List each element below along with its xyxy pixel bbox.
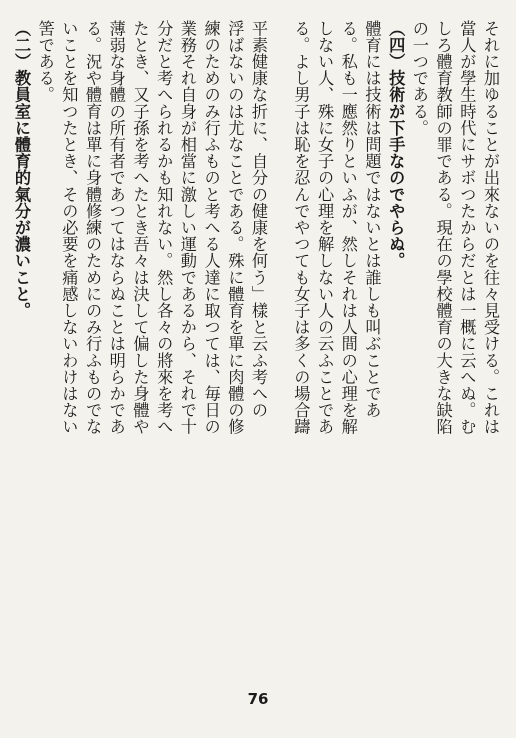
left-text-column bbox=[10, 20, 270, 670]
text-line: 浮ばないのは尤なことである。殊に體育を單に肉體の修 bbox=[225, 20, 245, 435]
text-line: いことを知つたとき、その必要を痛感しないわけはない bbox=[59, 20, 79, 435]
text-line: 練のためのみ行ふものと考へる人達に取つては、毎日の bbox=[201, 20, 221, 435]
text-line: 筈である。 bbox=[35, 20, 55, 103]
text-line: 平素健康な折に、自分の健康を何う」樣と云ふ考への bbox=[249, 20, 268, 419]
text-line: る。よし男子は恥を忍んでやつても女子は多くの場合躊 bbox=[291, 20, 311, 435]
text-line: それに加ゆることが出來ないのを往々見受ける。これは bbox=[481, 20, 500, 435]
text-line: しろ體育教師の罪である。現在の學校體育の大きな缺陷 bbox=[433, 20, 453, 435]
text-line: しない人、殊に女子の心理を解しない人の云ふことであ bbox=[315, 20, 335, 435]
right-text-column bbox=[288, 20, 502, 670]
text-line: たとき、又子孫を考へたとき吾々は決して偏した身體や bbox=[130, 20, 150, 435]
text-line: 分だと考へられるかも知れない。然し各々の將來を考へ bbox=[154, 20, 174, 435]
text-line bbox=[288, 20, 289, 670]
text-line: 業務それ自身が相當に激しい運動であるから、それで十 bbox=[177, 20, 197, 435]
page-number: 76 bbox=[247, 690, 269, 708]
text-line: 體育には技術は問題ではないとは誰しも叫ぶことであ bbox=[362, 20, 382, 419]
text-line: の一つである。 bbox=[409, 20, 429, 137]
section-heading: （四）技術が下手なのでやらぬ。 bbox=[386, 20, 406, 269]
text-line: 當人が學生時代にサボつたからだとは一概に云へぬ。む bbox=[457, 20, 477, 435]
text-line: る。私も一應然りといふが、然しそれは人間の心理を解 bbox=[338, 20, 358, 435]
text-line: 薄弱な身體の所有者であつてはならぬことは明らかであ bbox=[106, 20, 126, 435]
text-line: る。況や體育は單に身體修練のためにのみ行ふものでな bbox=[83, 20, 103, 435]
section-heading: （二）教員室に體育的氣分が濃いこと。 bbox=[11, 20, 31, 319]
